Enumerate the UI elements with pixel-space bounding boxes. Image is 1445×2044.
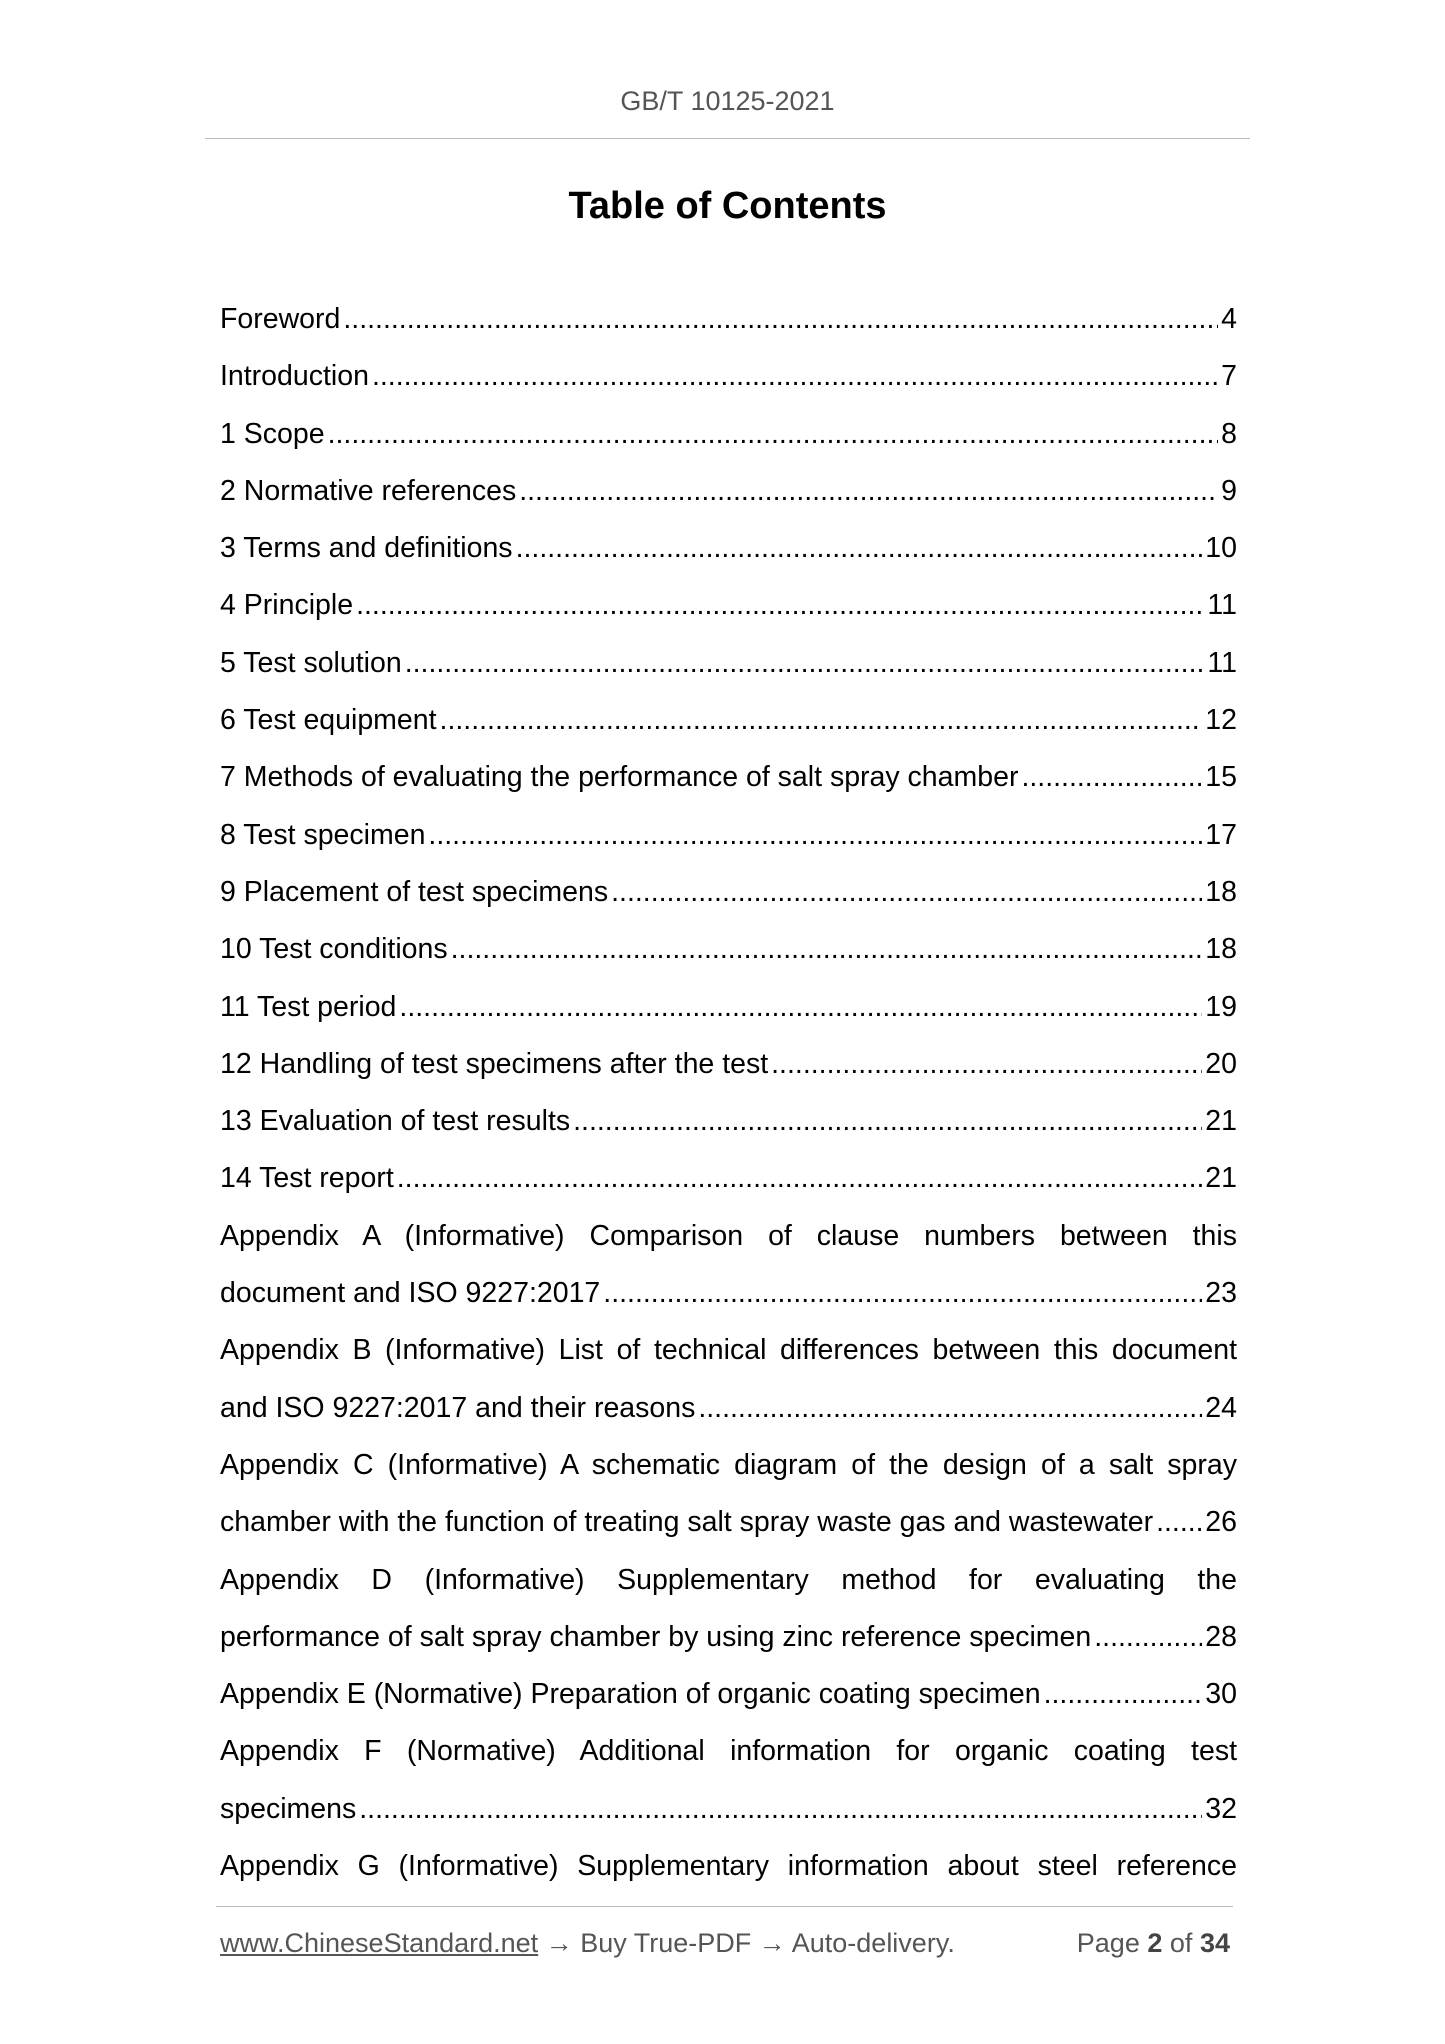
toc-entry-page: 24 [1205, 1391, 1237, 1424]
toc-appendix-b-line1[interactable]: Appendix B (Informative) List of technical differences between this document [220, 1334, 1237, 1367]
toc-entry-page: 11 [1207, 589, 1237, 622]
dot-leader [399, 979, 1202, 1036]
toc-entry-title: 4 Principle [220, 589, 354, 622]
toc-entry-test-conditions[interactable] [220, 921, 1237, 978]
dot-leader [1094, 1609, 1202, 1666]
toc-entry-page: 30 [1205, 1678, 1237, 1711]
dot-leader [356, 577, 1204, 634]
dot-leader [1044, 1666, 1203, 1723]
toc-entry-title: Appendix E (Normative) Preparation of organic coating specimen [220, 1678, 1041, 1711]
toc-entry-foreword[interactable] [220, 291, 1237, 348]
toc-entry-page: 20 [1205, 1047, 1237, 1080]
dot-leader [1156, 1494, 1202, 1551]
toc-entry-page: 23 [1205, 1277, 1237, 1310]
toc-entry-title: specimens [220, 1792, 357, 1825]
toc-appendix-b-line2[interactable] [220, 1380, 1237, 1437]
toc-appendix-g-line1[interactable]: Appendix G (Informative) Supplementary information about steel reference [220, 1850, 1237, 1883]
dot-leader [451, 921, 1203, 978]
toc-entry-title: 9 Placement of test specimens [220, 875, 609, 908]
toc-entry-title: Introduction [220, 360, 369, 393]
dot-leader [359, 1781, 1202, 1838]
site-link[interactable]: www.ChineseStandard.net [220, 1928, 539, 1958]
header-divider [205, 138, 1250, 139]
dot-leader [372, 348, 1218, 405]
toc-entry-principle[interactable] [220, 577, 1237, 634]
toc-entry-title: 14 Test report [220, 1162, 394, 1195]
dot-leader [519, 463, 1218, 520]
toc-entry-page: 9 [1221, 474, 1237, 507]
toc-entry-title: document and ISO 9227:2017 [220, 1277, 601, 1310]
footer-promo-text: → Buy True-PDF → Auto-delivery. [538, 1928, 955, 1958]
toc-entry-page: 32 [1205, 1792, 1237, 1825]
toc-entry-title: Foreword [220, 303, 341, 335]
page-word: Page [1076, 1928, 1140, 1958]
toc-entry-title: 1 Scope [220, 417, 325, 450]
toc-entry-page: 4 [1221, 303, 1237, 335]
toc-entry-title: 8 Test specimen [220, 818, 426, 851]
toc-appendix-d-line1[interactable]: Appendix D (Informative) Supplementary method for evaluating the [220, 1563, 1237, 1596]
toc-entry-page: 12 [1205, 704, 1237, 737]
dot-leader [611, 864, 1202, 921]
toc-entry-placement[interactable] [220, 864, 1237, 921]
toc-entry-title: 6 Test equipment [220, 704, 437, 737]
footer-promo [220, 1928, 955, 1959]
toc-appendix-d-line2[interactable] [220, 1609, 1237, 1666]
dot-leader [573, 1093, 1202, 1150]
dot-leader [516, 520, 1203, 577]
toc-appendix-e[interactable] [220, 1666, 1237, 1723]
toc-entry-title: chamber with the function of treating salt spray waste gas and wastewater [220, 1506, 1154, 1539]
page-of: of [1169, 1928, 1193, 1958]
dot-leader [343, 291, 1218, 348]
dot-leader [771, 1036, 1202, 1093]
toc-entry-test-solution[interactable] [220, 635, 1237, 692]
toc-entry-title: performance of salt spray chamber by using zinc reference specimen [220, 1620, 1092, 1653]
toc-entry-title: and ISO 9227:2017 and their reasons [220, 1391, 696, 1424]
toc-entry-introduction[interactable] [220, 348, 1237, 405]
page-current: 2 [1147, 1928, 1163, 1958]
toc-entry-page: 28 [1205, 1620, 1237, 1653]
dot-leader [405, 635, 1205, 692]
dot-leader [1021, 749, 1202, 806]
toc-entry-page: 21 [1205, 1162, 1237, 1195]
dot-leader [328, 406, 1219, 463]
dot-leader [428, 807, 1202, 864]
toc-appendix-c-line2[interactable] [220, 1494, 1237, 1551]
dot-leader [603, 1265, 1202, 1322]
page-title: Table of Contents [568, 185, 887, 227]
dot-leader [440, 692, 1203, 749]
toc-entry-title: 3 Terms and definitions [220, 532, 513, 565]
toc-entry-title: 5 Test solution [220, 646, 402, 679]
toc-entry-title: 7 Methods of evaluating the performance of salt spray chamber [220, 761, 1019, 794]
toc-entry-title: 2 Normative references [220, 474, 517, 507]
toc-appendix-f-line1[interactable]: Appendix F (Normative) Additional information for organic coating test [220, 1735, 1237, 1768]
toc-entry-page: 11 [1207, 646, 1237, 679]
toc-entry-page: 7 [1221, 360, 1237, 393]
toc-entry-title: 10 Test conditions [220, 933, 448, 966]
toc-entry-page: 19 [1205, 990, 1237, 1023]
toc-entry-evaluation-methods[interactable] [220, 749, 1237, 806]
dot-leader [397, 1150, 1203, 1207]
toc-entry-normative-references[interactable] [220, 463, 1237, 520]
toc-entry-title: 11 Test period [220, 990, 397, 1023]
toc-entry-test-equipment[interactable] [220, 692, 1237, 749]
footer-divider [216, 1906, 1233, 1907]
toc-entry-page: 26 [1205, 1506, 1237, 1539]
toc-entry-page: 15 [1205, 761, 1237, 794]
toc-entry-test-period[interactable] [220, 979, 1237, 1036]
document-header: GB/T 10125-2021 [620, 86, 835, 116]
toc-entry-test-report[interactable] [220, 1150, 1237, 1207]
toc-entry-handling[interactable] [220, 1036, 1237, 1093]
toc-entry-page: 10 [1205, 532, 1237, 565]
toc-entry-title: 12 Handling of test specimens after the test [220, 1047, 769, 1080]
toc-appendix-f-line2[interactable] [220, 1781, 1237, 1838]
page-number [1077, 1928, 1230, 1959]
toc-appendix-a-line2[interactable] [220, 1265, 1237, 1322]
toc-entry-page: 21 [1205, 1105, 1237, 1138]
dot-leader [698, 1380, 1202, 1437]
page-total: 34 [1199, 1928, 1230, 1958]
toc-appendix-c-line1[interactable]: Appendix C (Informative) A schematic diagram of the design of a salt spray [220, 1448, 1237, 1481]
toc-entry-test-specimen[interactable] [220, 807, 1237, 864]
toc-appendix-a-line1[interactable]: Appendix A (Informative) Comparison of clause numbers between this [220, 1219, 1237, 1252]
toc-entry-evaluation-results[interactable] [220, 1093, 1237, 1150]
table-of-contents [220, 291, 1237, 1895]
toc-entry-page: 18 [1205, 875, 1237, 908]
toc-entry-scope[interactable] [220, 406, 1237, 463]
toc-entry-page: 8 [1221, 417, 1237, 450]
toc-entry-page: 17 [1205, 818, 1237, 851]
toc-entry-terms-definitions[interactable] [220, 520, 1237, 577]
toc-entry-page: 18 [1205, 933, 1237, 966]
toc-entry-title: 13 Evaluation of test results [220, 1105, 571, 1138]
